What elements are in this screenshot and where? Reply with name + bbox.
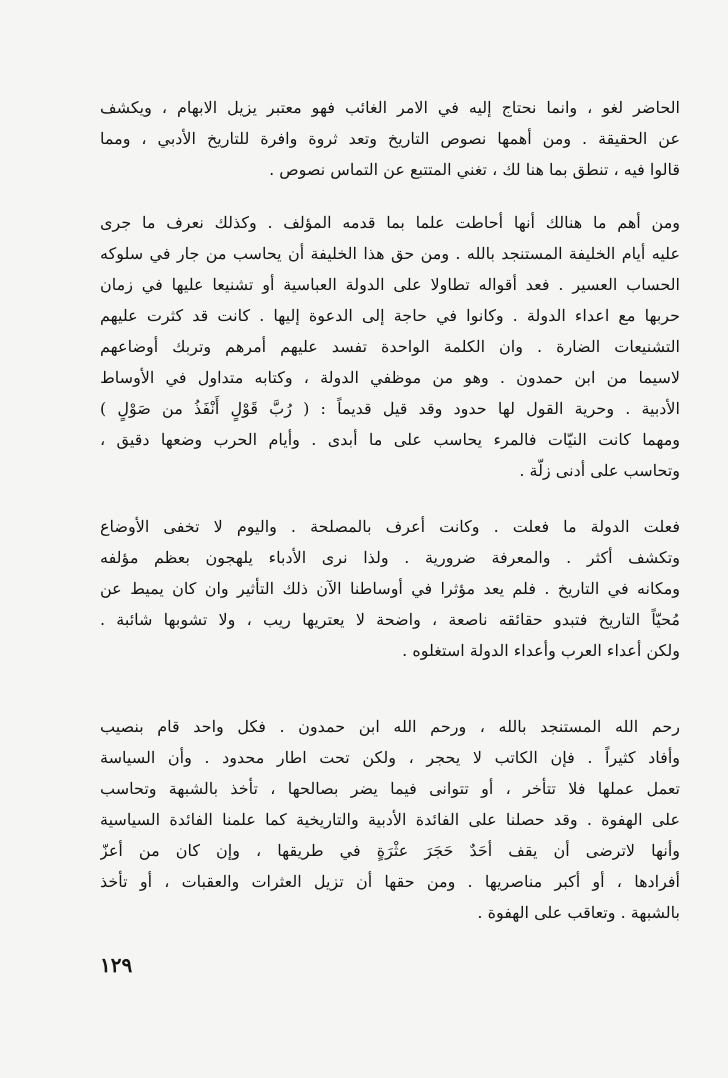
text-line: فعلت الدولة ما فعلت . وكانت أعرف بالمصلحة . واليوم لا تخفى الأوضاع — [100, 517, 680, 536]
text-line: الحساب العسير . فعد أقواله تطاولا على الدولة العباسية أو تشنيعا عليها في زمان — [100, 275, 680, 294]
text-line: حربها مع اعداء الدولة . وكانوا في حاجة إلى الدعوة إليها . كانت قد كثرت عليهم — [100, 306, 680, 325]
text-line: رحم الله المستنجد بالله ، ورحم الله ابن حمدون . فكل واحد قام بنصيب — [100, 717, 680, 736]
text-line: ومهما كانت النيّات فالمرء يحاسب على ما أبدى . وأيام الحرب وضعها دقيق ، — [100, 430, 680, 449]
text-line: لاسيما من ابن حمدون . وهو من موظفي الدولة ، وكتابه متداول في الأوساط — [100, 368, 680, 387]
text-line: مُحيّاً التاريخ فتبدو حقائقه ناصعة ، واضحة لا يعتريها ريب ، ولا تشوبها شائبة . — [100, 610, 680, 629]
text-line: عليه أيام الخليفة المستنجد بالله . ومن حق هذا الخليفة أن يحاسب من جار في سلوكه — [100, 244, 680, 263]
text-line: وأنها لاترضى أن يقف أحَدٌ حَجَرَ عثْرَةٍ في طريقها ، وإن كان من أعزّ — [100, 841, 680, 860]
text-line: عن الحقيقة . ومن أهمها نصوص التاريخ وتعد ثروة وافرة للتاريخ الأدبي ، ومما — [100, 129, 680, 148]
text-line: وأفاد كثيراً . فإن الكاتب لا يحجر ، ولكن تحت اطار محدود . وأن السياسة — [100, 748, 680, 767]
paragraph-3 — [100, 511, 680, 666]
paragraph-1 — [100, 92, 680, 185]
text-line: قالوا فيه ، تنطق بما هنا لك ، تغني المتتبع عن التماس نصوص . — [269, 160, 680, 179]
text-line: الحاضر لغو ، وانما نحتاج إليه في الامر الغائب فهو معتبر يزيل الابهام ، ويكشف — [100, 98, 680, 117]
text-line: أفرادها ، أو أكبر مناصريها . ومن حقها أن تزيل العثرات والعقبات ، أو تأخذ — [100, 872, 680, 891]
text-line: ومن أهم ما هنالك أنها أحاطت علما بما قدمه المؤلف . وكذلك نعرف ما جرى — [100, 213, 680, 232]
text-line: تعمل عملها فلا تتأخر ، أو تتوانى فيما يضر بصالحها ، تأخذ بالشبهة وتحاسب — [100, 779, 680, 798]
text-line: وتحاسب على أدنى زلّة . — [519, 461, 680, 480]
paragraph-4 — [100, 711, 680, 928]
text-line: ومكانه في التاريخ . فلم يعد مؤثرا في أوساطنا الآن ذلك التأثير وان كان يميط عن — [100, 579, 680, 598]
text-line: التشنيعات الضارة . وان الكلمة الواحدة تفسد عليهم أمرهم وتربك أوضاعهم — [100, 337, 680, 356]
text-line: بالشبهة . وتعاقب على الهفوة . — [477, 903, 680, 922]
paragraph-2 — [100, 207, 680, 486]
text-line: وتكشف أكثر . والمعرفة ضرورية . ولذا نرى الأدباء يلهجون بعظم مؤلفه — [100, 548, 680, 567]
page-number: ١٢٩ — [100, 953, 133, 977]
text-line: الأدبية . وحرية القول لها حدود وقد قيل قديماً : ( رُبَّ قَوْلٍ أَنْفَذُ من صَوْلٍ ) — [100, 399, 680, 418]
text-line: على الهفوة . وقد حصلنا على الفائدة الأدبية والتاريخية كما علمنا الفائدة السياسية — [100, 810, 680, 829]
text-line: ولكن أعداء العرب وأعداء الدولة استغلوه . — [402, 641, 680, 660]
